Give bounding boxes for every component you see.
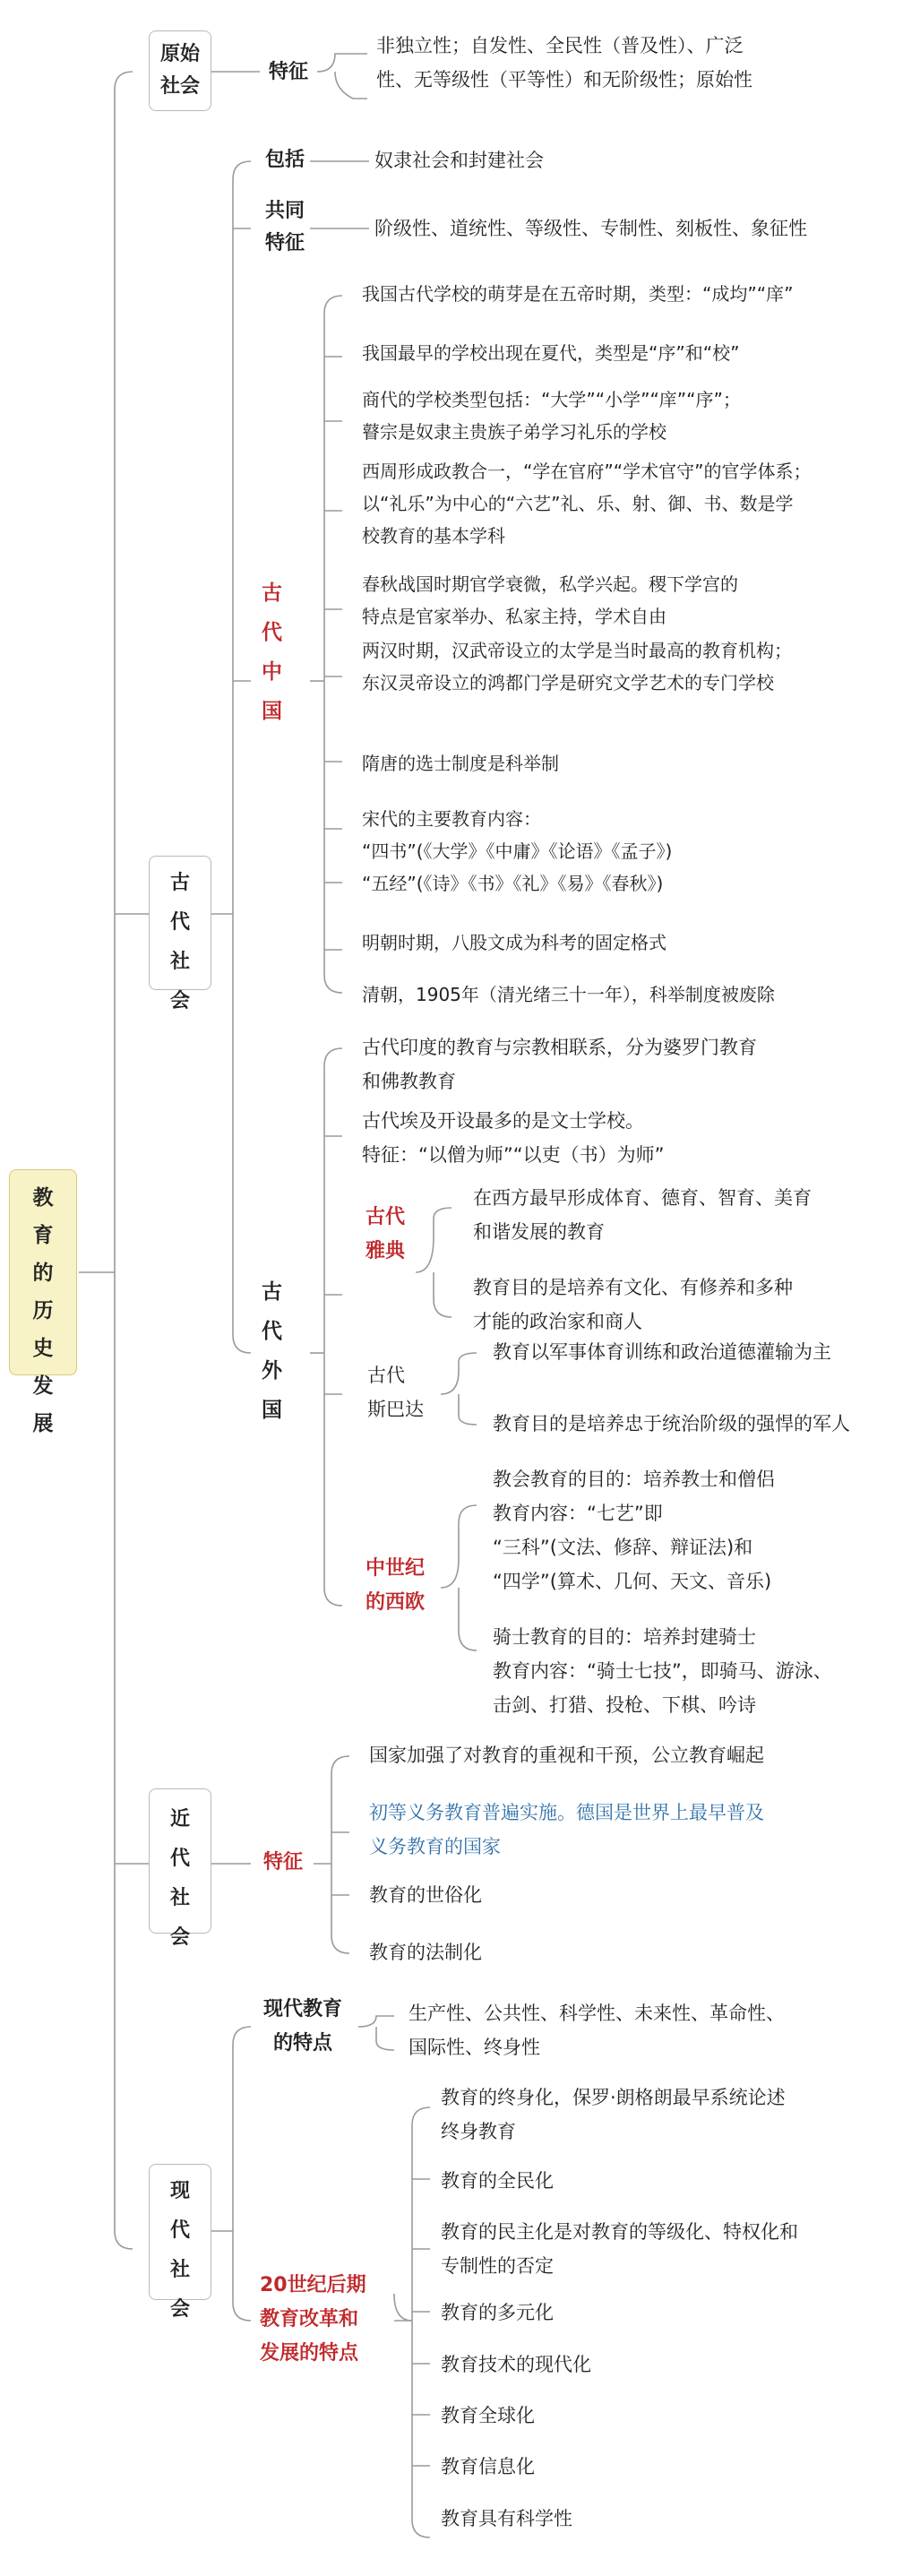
era-early-modern-title: 近代社会 xyxy=(169,1808,190,1949)
primitive-feature-text: 非独立性；自发性、全民性（普及性）、广泛 性、无等级性（平等性）和无阶级性；原始性 xyxy=(376,35,752,90)
medieval-item-1: 骑士教育的目的：培养封建骑士 教育内容：“骑士七技”，即骑马、游泳、 击剑、打猎、投枪、下棋、吟诗 xyxy=(493,1626,832,1716)
era-ancient-title: 古代社会 xyxy=(169,872,190,1012)
early-modern-feature-label: 特征 xyxy=(263,1851,304,1874)
root-title: 教育的历史发展 xyxy=(32,1186,54,1435)
modern-reform-item: 教育的民主化是对教育的等级化、特权化和 专制性的否定 xyxy=(441,2221,798,2277)
ancient-china-item: 清朝，1905年（清光绪三十一年），科举制度被废除 xyxy=(362,984,775,1005)
early-modern-item-2: 教育的世俗化 xyxy=(369,1884,482,1906)
ancient-china-item: 春秋战国时期官学衰微，私学兴起。稷下学宫的 特点是官家举办、私家主持，学术自由 xyxy=(362,573,738,627)
ancient-china-item: 隋唐的选士制度是科举制 xyxy=(362,753,559,774)
sparta-item-1: 教育目的是培养忠于统治阶级的强悍的军人 xyxy=(493,1413,850,1434)
ancient-foreign-title: 古代外国 xyxy=(262,1280,282,1422)
ancient-china-item: 商代的学校类型包括：“大学”“小学”“庠”“序”； 瞽宗是奴隶主贵族子弟学习礼乐的学校 xyxy=(362,389,741,443)
sparta-item-0: 教育以军事体育训练和政治道德灌输为主 xyxy=(493,1341,831,1363)
ancient-china-item: 我国最早的学校出现在夏代，类型是“序”和“校” xyxy=(362,342,740,364)
ancient-china-item: 我国古代学校的萌芽是在五帝时期，类型：“成均”“庠” xyxy=(362,283,794,305)
primitive-feature-label: 特征 xyxy=(269,61,309,83)
era-modern xyxy=(149,2164,211,2321)
era-primitive-title: 原始社会 xyxy=(159,43,200,98)
modern-reform-item: 教育的多元化 xyxy=(441,2302,554,2323)
modern-reform-item: 教育具有科学性 xyxy=(441,2508,572,2529)
ancient-india: 古代印度的教育与宗教相联系，分为婆罗门教育 和佛教教育 xyxy=(362,1037,757,1092)
modern-reform-item: 教育信息化 xyxy=(441,2456,535,2477)
modern-features-text: 生产性、公共性、科学性、未来性、革命性、 国际性、终身性 xyxy=(408,2003,785,2058)
modern-reform-item: 教育的终身化，保罗·朗格朗最早系统论述 终身教育 xyxy=(441,2087,786,2142)
early-modern-item-1: 初等义务教育普遍实施。德国是世界上最早普及 义务教育的国家 xyxy=(369,1802,764,1857)
ancient-includes-label: 包括 xyxy=(265,149,305,171)
modern-reform-item: 教育全球化 xyxy=(441,2405,535,2426)
ancient-china-item: 两汉时期，汉武帝设立的太学是当时最高的教育机构； 东汉灵帝设立的鸿都门学是研究文学艺术的专门学校 xyxy=(362,640,792,694)
early-modern-item-0: 国家加强了对教育的重视和干预，公立教育崛起 xyxy=(369,1745,764,1766)
era-modern-title: 现代社会 xyxy=(169,2180,190,2321)
ancient-china-item: 宋代的主要教育内容： “四书”(《大学》《中庸》《论语》《孟子》) “五经”(《诗》《书》《礼》《易》《春秋》) xyxy=(362,808,673,894)
modern-reform-item: 教育的全民化 xyxy=(441,2170,554,2192)
ancient-common-text: 阶级性、道统性、等级性、专制性、刻板性、象征性 xyxy=(374,218,807,239)
ancient-china-item: 西周形成政教合一，“学在官府”“学术官守”的官学体系； 以“礼乐”为中心的“六艺”礼、乐、射、御、书、数是学 校教育的基本学科 xyxy=(362,461,812,547)
modern-features-label: 现代教育 的特点 xyxy=(263,1998,343,2055)
sparta-title: 古代 斯巴达 xyxy=(367,1365,424,1420)
era-early-modern xyxy=(149,1788,211,1949)
ancient-includes-text: 奴隶社会和封建社会 xyxy=(374,150,544,171)
era-primitive xyxy=(149,30,211,111)
medieval-title: 中世纪 的西欧 xyxy=(366,1557,426,1614)
athens-item-1: 教育目的是培养有文化、有修养和多种 才能的政治家和商人 xyxy=(473,1277,793,1332)
ancient-egypt: 古代埃及开设最多的是文士学校。 特征：“以僧为师”“以吏（书）为师” xyxy=(362,1110,665,1166)
early-modern-item-3: 教育的法制化 xyxy=(369,1942,482,1963)
ancient-common-label: 共同 特征 xyxy=(265,200,305,254)
athens-item-0: 在西方最早形成体育、德育、智育、美育 和谐发展的教育 xyxy=(473,1187,812,1243)
athens-title: 古代 雅典 xyxy=(366,1206,406,1262)
root-node xyxy=(9,1169,77,1435)
ancient-china-title: 古代中国 xyxy=(262,582,282,723)
modern-reform-item: 教育技术的现代化 xyxy=(441,2354,591,2375)
era-ancient xyxy=(149,856,211,1012)
modern-reform-label: 20世纪后期 教育改革和 发展的特点 xyxy=(260,2274,366,2365)
ancient-china-item: 明朝时期，八股文成为科考的固定格式 xyxy=(362,932,666,953)
medieval-item-0: 教会教育的目的：培养教士和僧侣 教育内容：“七艺”即 “三科”(文法、修辞、辩证法)和 “四学”(算术、几何、天文、音乐) xyxy=(493,1469,775,1592)
